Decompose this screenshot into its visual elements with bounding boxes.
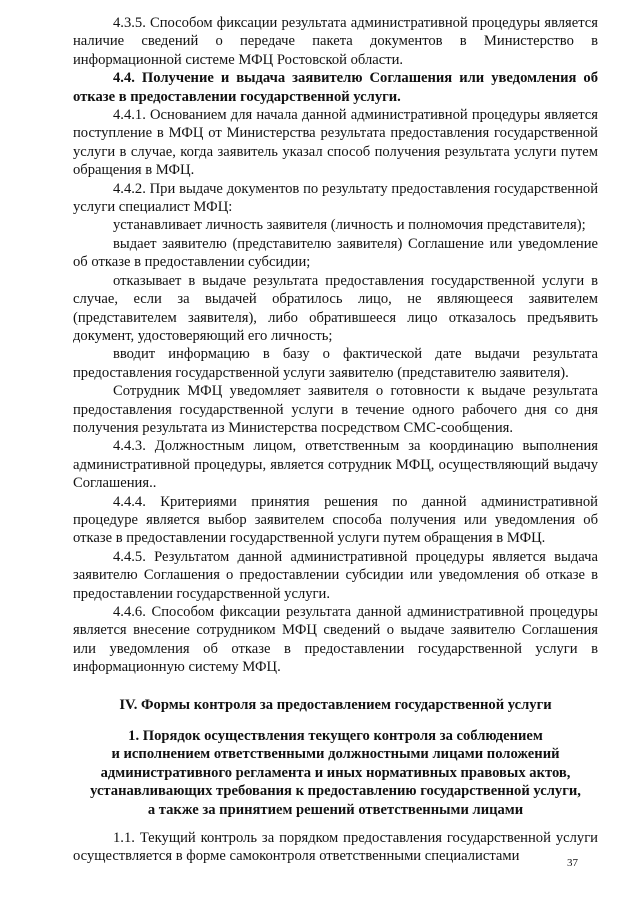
list-item-enter-info: вводит информацию в базу о фактической дате выдачи результата предоставления государственной услуги заявителю (представителю заявителя). [73, 346, 598, 381]
list-item-issue: выдает заявителю (представителю заявителя) Соглашение или уведомление об отказе в предоставлении субсидии; [73, 235, 598, 271]
paragraph-4-4-6: 4.4.6. Способом фиксации результата данной административной процедуры является внесение сотрудником МФЦ сведений о выдаче заявителю Соглашения или уведомления об отказе в предоставлении государственной услуги в информационную систему МФЦ. [73, 604, 598, 676]
paragraph-4-4-1: 4.4.1. Основанием для начала данной административной процедуры является поступление в МФЦ от Министерства результата предоставления государственной услуги в случае, когда заявитель указал способ получения результата услуги путем обращения в МФЦ. [73, 107, 598, 179]
list-item-identify: устанавливает личность заявителя (личность и полномочия представителя); [113, 217, 586, 234]
paragraph-4-4-4: 4.4.4. Критериями принятия решения по данной административной процедуре является выбор заявителем способа получения или уведомления об отказе в предоставлении государственной услуги путем обращения в МФЦ. [73, 493, 598, 547]
chapter-heading: IV. Формы контроля за предоставлением государственной услуги [119, 696, 552, 713]
subheading-line: административного регламента и иных нормативных правовых актов, [100, 764, 571, 781]
subheading-line: устанавливающих требования к предоставлению государственной услуги, [90, 783, 581, 800]
subheading-line: 1. Порядок осуществления текущего контроля за соблюдением [128, 728, 543, 745]
paragraph-4-4-5: 4.4.5. Результатом данной административной процедуры является выдача заявителю Соглашения о предоставлении субсидии или уведомления об отказе в предоставлении государственной услуги. [73, 548, 598, 602]
subheading-line: а также за принятием решений ответственными лицами [147, 801, 524, 818]
subheading-line: и исполнением ответственными должностными лицами положений [111, 746, 560, 763]
list-item-refuse: отказывает в выдаче результата предоставления государственной услуги в случае, если за выдачей обратилось лицо, не являющееся заявителем (представителем заявителя), либо обратившееся лицо отказалось предъявить документ, удостоверяющий его личность; [73, 272, 598, 344]
paragraph-4-3-5: 4.3.5. Способом фиксации результата административной процедуры является наличие сведений о передаче пакета документов в Министерство в информационной системе МФЦ Ростовской области. [73, 15, 598, 68]
paragraph-notify: Сотрудник МФЦ уведомляет заявителя о готовности к выдаче результата предоставления государственной услуги в течение одного рабочего дня со дня получения результата из Министерства посредством СМС-сообщения. [73, 383, 598, 436]
subheading [73, 727, 598, 819]
paragraph-4-4-2: 4.4.2. При выдаче документов по результату предоставления государственной услуги специалист МФЦ: [73, 180, 598, 216]
section-heading-4-4: 4.4. Получение и выдача заявителю Соглашения или уведомления об отказе в предоставлении государственной услуги. [73, 70, 598, 105]
paragraph-1-1: 1.1. Текущий контроль за порядком предоставления государственной услуги осуществляется в форме самоконтроля ответственными специалистами [73, 830, 598, 865]
page-number: 37 [567, 857, 578, 869]
paragraph-4-4-3: 4.4.3. Должностным лицом, ответственным за координацию выполнения административной процедуры, является сотрудник МФЦ, осуществляющий выдачу Соглашения.. [73, 438, 598, 492]
